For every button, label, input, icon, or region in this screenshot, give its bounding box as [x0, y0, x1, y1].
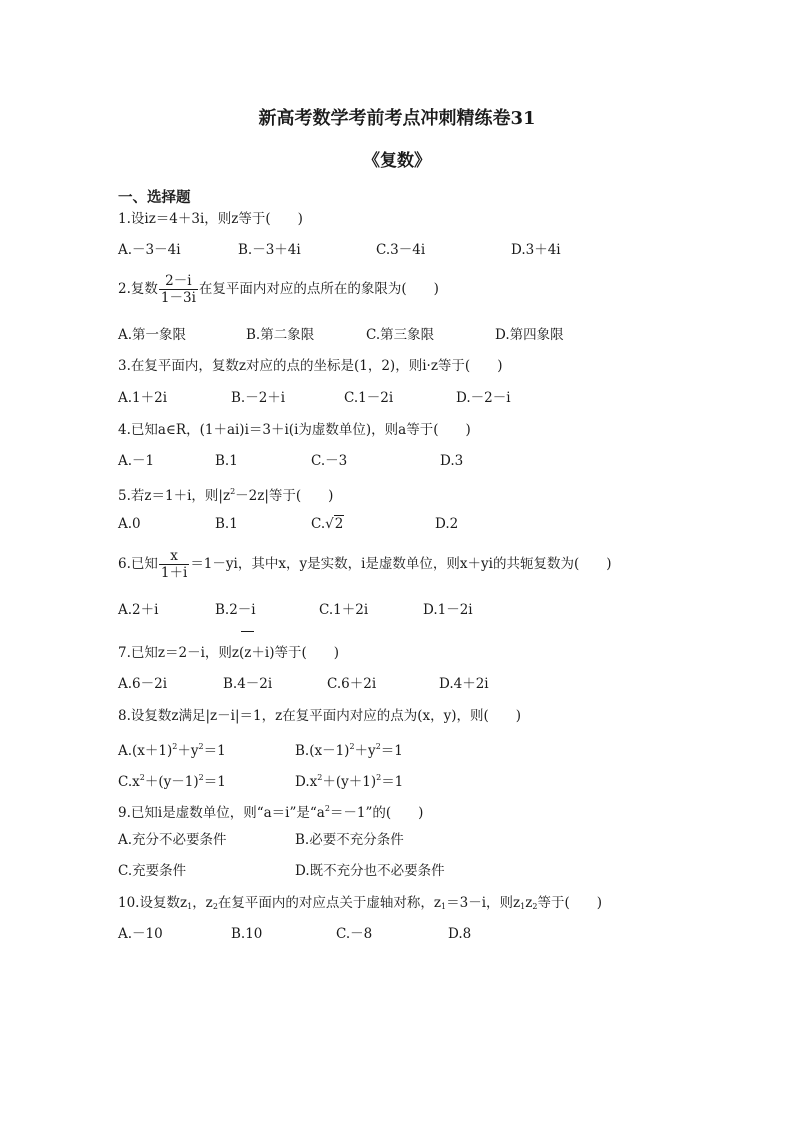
superscript: 2 — [324, 804, 330, 813]
radicand: 2 — [334, 516, 344, 532]
question-10-part: ，z — [192, 895, 213, 911]
option-d-part: ＋(y＋1) — [322, 774, 377, 790]
option-a-part: ＋y — [177, 743, 199, 759]
option-c-part: ＝1 — [203, 774, 226, 790]
conjugate-variable: z — [244, 645, 252, 661]
question-7 — [118, 643, 339, 663]
question-6-lead: 6.已知 — [118, 556, 158, 572]
option-c-part: ＋(y－1) — [144, 774, 199, 790]
superscript: 2 — [376, 773, 382, 782]
question-5-lead: 5.若z＝1＋i，则|z — [118, 488, 231, 504]
option-b-part: ＝1 — [380, 743, 403, 759]
question-2-tail: 在复平面内对应的点所在的象限为( ) — [198, 281, 439, 297]
subscript: 2 — [532, 902, 538, 911]
question-10-part: ＝3－i，则z — [446, 895, 521, 911]
question-4-options — [118, 451, 638, 471]
option-a-part: ＝1 — [203, 743, 226, 759]
question-8-options-row2 — [118, 768, 638, 788]
fraction — [159, 273, 198, 306]
superscript: 2 — [139, 773, 145, 782]
option-a[interactable] — [118, 737, 226, 761]
subscript: 1 — [441, 902, 447, 911]
question-5-options — [118, 514, 638, 534]
option-d[interactable] — [295, 768, 403, 792]
superscript: 2 — [198, 773, 204, 782]
question-6-tail: ＝1－yi，其中x，y是实数，i是虚数单位，则x＋yi的共轭复数为( ) — [190, 556, 612, 572]
question-10-options — [118, 924, 638, 944]
question-6 — [118, 548, 612, 581]
option-a[interactable]: A.6－2i — [118, 676, 168, 692]
question-9-options-row2 — [118, 861, 638, 881]
question-10-part: z — [525, 895, 533, 911]
page-subtitle: 《复数》 — [363, 151, 431, 171]
option-d[interactable]: D.－2－i — [456, 390, 511, 406]
question-7-lead: 7.已知z＝2－i，则z( — [118, 645, 245, 661]
option-c[interactable] — [118, 768, 226, 792]
option-b[interactable]: B.2－i — [215, 602, 256, 618]
option-a[interactable]: A.－10 — [118, 926, 163, 942]
option-a[interactable]: A.0 — [118, 516, 141, 532]
option-b-part: B.(x－1) — [295, 743, 350, 759]
fraction — [159, 548, 189, 581]
option-b[interactable] — [295, 737, 403, 761]
superscript: 2 — [317, 773, 323, 782]
option-c[interactable]: C.3－4i — [376, 242, 426, 258]
option-c[interactable]: C.第三象限 — [366, 327, 435, 343]
question-5 — [118, 482, 333, 506]
superscript: 2 — [375, 742, 381, 751]
option-b[interactable]: B.1 — [215, 453, 238, 469]
option-b[interactable]: B.1 — [215, 516, 238, 532]
superscript: 2 — [349, 742, 355, 751]
question-4: 4.已知a∈R，(1＋ai)i＝3＋i(i为虚数单位)，则a等于( ) — [118, 422, 471, 438]
option-d[interactable]: D.8 — [448, 926, 472, 942]
question-3-options — [118, 388, 638, 408]
subscript: 1 — [187, 902, 193, 911]
question-5-tail: －2z|等于( ) — [235, 488, 334, 504]
question-10 — [118, 893, 602, 917]
option-c[interactable]: C.充要条件 — [118, 863, 187, 879]
option-c[interactable]: C.1＋2i — [319, 602, 369, 618]
question-2-lead: 2.复数 — [118, 281, 158, 297]
option-d[interactable]: D.第四象限 — [495, 327, 564, 343]
option-a[interactable]: A.充分不必要条件 — [118, 832, 227, 848]
question-8: 8.设复数z满足|z－i|＝1，z在复平面内对应的点为(x，y)，则( ) — [118, 708, 522, 724]
option-d-part: D.x — [295, 774, 318, 790]
option-c[interactable]: C.1－2i — [344, 390, 394, 406]
question-1: 1.设iz＝4＋3i，则z等于( ) — [118, 211, 303, 227]
sqrt-sign: √2 — [325, 516, 344, 532]
subscript: 1 — [520, 902, 526, 911]
option-a[interactable]: A.第一象限 — [118, 327, 187, 343]
option-c[interactable] — [311, 514, 344, 534]
question-9-lead: 9.已知i是虚数单位，则“a＝i”是“a — [118, 805, 325, 821]
section-heading: 一、选择题 — [118, 189, 191, 206]
option-b[interactable]: B.10 — [231, 926, 263, 942]
overline — [241, 631, 254, 632]
option-c[interactable]: C.－8 — [336, 926, 373, 942]
option-a[interactable]: A.－3－4i — [118, 242, 181, 258]
option-a[interactable]: A.1＋2i — [118, 390, 168, 406]
numerator: 2－i — [159, 273, 198, 290]
option-b[interactable]: B.4－2i — [223, 676, 273, 692]
question-2 — [118, 273, 439, 306]
question-1-options — [118, 240, 638, 260]
option-d[interactable]: D.2 — [435, 516, 459, 532]
option-d-part: ＝1 — [381, 774, 404, 790]
question-9-options-row1 — [118, 830, 638, 850]
question-9-tail: ＝－1”的( ) — [329, 805, 424, 821]
page-title: 新高考数学考前考点冲刺精练卷31 — [258, 108, 536, 129]
option-d[interactable]: D.3＋4i — [511, 242, 561, 258]
option-a-part: A.(x＋1) — [118, 743, 173, 759]
option-c[interactable]: C.6＋2i — [327, 676, 377, 692]
option-c[interactable]: C.－3 — [311, 453, 348, 469]
question-10-part: 等于( ) — [537, 895, 603, 911]
question-2-options — [118, 325, 638, 345]
numerator: x — [159, 548, 189, 565]
denominator: 1＋i — [160, 565, 188, 581]
option-d[interactable]: D.3 — [440, 453, 464, 469]
option-b[interactable]: B.第二象限 — [246, 327, 315, 343]
conjugate — [244, 643, 251, 663]
superscript: 2 — [172, 742, 178, 751]
option-d[interactable]: D.4＋2i — [439, 676, 489, 692]
option-b[interactable]: B.－2＋i — [231, 390, 286, 406]
option-b-part: ＋y — [354, 743, 376, 759]
option-b[interactable]: B.必要不充分条件 — [295, 832, 404, 848]
denominator: 1－3i — [160, 290, 196, 306]
question-7-options — [118, 674, 638, 694]
question-9 — [118, 799, 423, 823]
question-8-options-row1 — [118, 737, 638, 757]
question-7-tail: ＋i)等于( ) — [251, 645, 340, 661]
question-3: 3.在复平面内，复数z对应的点的坐标是(1，2)，则i·z等于( ) — [118, 358, 503, 374]
option-a[interactable]: A.－1 — [118, 453, 155, 469]
question-10-part: 10.设复数z — [118, 895, 188, 911]
superscript: 2 — [198, 742, 204, 751]
superscript: 2 — [230, 487, 236, 496]
option-c-label: C. — [311, 516, 326, 532]
option-c-part: C.x — [118, 774, 140, 790]
subscript: 2 — [212, 902, 218, 911]
question-6-options — [118, 600, 638, 620]
option-a[interactable]: A.2＋i — [118, 602, 159, 618]
option-d[interactable]: D.1－2i — [423, 602, 473, 618]
option-b[interactable]: B.－3＋4i — [238, 242, 301, 258]
question-10-part: 在复平面内的对应点关于虚轴对称，z — [217, 895, 442, 911]
option-d[interactable]: D.既不充分也不必要条件 — [295, 863, 445, 879]
